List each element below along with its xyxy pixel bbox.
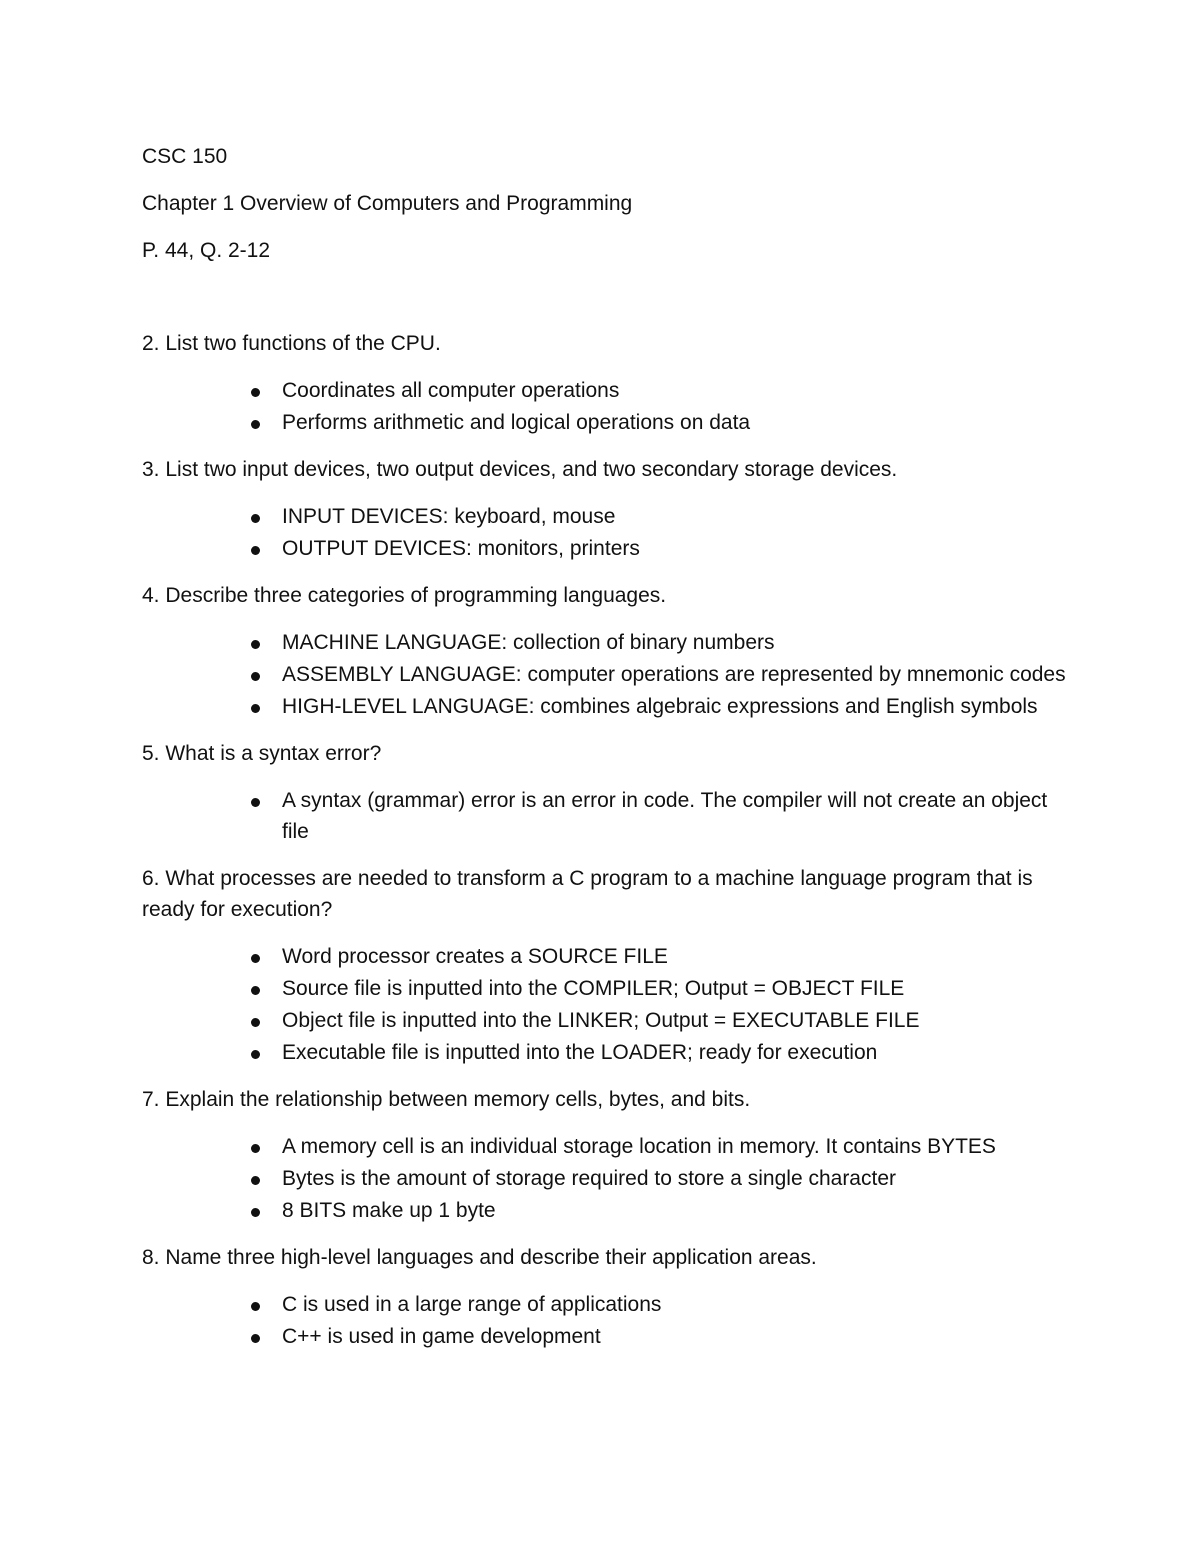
bullet-icon <box>251 546 260 555</box>
chapter-title: Chapter 1 Overview of Computers and Programming <box>142 192 633 215</box>
bullet-icon <box>251 1176 260 1185</box>
answer-text: OUTPUT DEVICES: monitors, printers <box>282 537 640 560</box>
answer-text: ASSEMBLY LANGUAGE: computer operations are represented by mnemonic codes <box>282 663 1066 686</box>
question-3: 3. List two input devices, two output devices, and two secondary storage devices. <box>142 458 898 481</box>
bullet-icon <box>251 388 260 397</box>
question-4: 4. Describe three categories of programming languages. <box>142 584 667 607</box>
answer-list-8 <box>142 1289 1072 1352</box>
answer-text: Object file is inputted into the LINKER; Output = EXECUTABLE FILE <box>282 1009 920 1032</box>
answer-text: Performs arithmetic and logical operations on data <box>282 411 751 434</box>
question-5: 5. What is a syntax error? <box>142 742 382 765</box>
list-item <box>142 1037 1072 1068</box>
question-2: 2. List two functions of the CPU. <box>142 332 441 355</box>
answer-text: MACHINE LANGUAGE: collection of binary numbers <box>282 631 775 654</box>
list-item <box>142 785 1072 847</box>
answer-text: C is used in a large range of applications <box>282 1293 662 1316</box>
bullet-icon <box>251 420 260 429</box>
answer-text: Executable file is inputted into the LOADER; ready for execution <box>282 1041 878 1064</box>
bullet-icon <box>251 986 260 995</box>
answer-list-2 <box>142 375 1072 438</box>
answer-text: Source file is inputted into the COMPILER; Output = OBJECT FILE <box>282 977 905 1000</box>
list-item <box>142 1289 1072 1320</box>
question-6: 6. What processes are needed to transform a C program to a machine language program that is ready for execution? <box>142 867 1033 921</box>
answer-text: Coordinates all computer operations <box>282 379 620 402</box>
bullet-icon <box>251 1208 260 1217</box>
bullet-icon <box>251 798 260 807</box>
answer-text: Word processor creates a SOURCE FILE <box>282 945 668 968</box>
list-item <box>142 973 1072 1004</box>
bullet-icon <box>251 640 260 649</box>
question-7: 7. Explain the relationship between memory cells, bytes, and bits. <box>142 1088 751 1111</box>
answer-text: INPUT DEVICES: keyboard, mouse <box>282 505 616 528</box>
list-item <box>142 1163 1072 1194</box>
answer-text: Bytes is the amount of storage required to store a single character <box>282 1167 896 1190</box>
list-item <box>142 375 1072 406</box>
list-item <box>142 627 1072 658</box>
list-item <box>142 941 1072 972</box>
bullet-icon <box>251 1018 260 1027</box>
list-item <box>142 533 1072 564</box>
list-item <box>142 1321 1072 1352</box>
answer-text: A memory cell is an individual storage location in memory. It contains BYTES <box>282 1135 996 1158</box>
answer-list-6 <box>142 941 1072 1068</box>
assignment-reference: P. 44, Q. 2-12 <box>142 239 271 262</box>
list-item <box>142 407 1072 438</box>
answer-list-5 <box>142 785 1072 847</box>
bullet-icon <box>251 1334 260 1343</box>
bullet-icon <box>251 1050 260 1059</box>
list-item <box>142 691 1072 722</box>
list-item <box>142 659 1072 690</box>
question-8: 8. Name three high-level languages and describe their application areas. <box>142 1246 817 1269</box>
list-item <box>142 1195 1072 1226</box>
document-page <box>142 141 1072 1368</box>
bullet-icon <box>251 954 260 963</box>
answer-text: C++ is used in game development <box>282 1325 601 1348</box>
answer-list-4 <box>142 627 1072 722</box>
list-item <box>142 1005 1072 1036</box>
answer-list-3 <box>142 501 1072 564</box>
answer-text: HIGH-LEVEL LANGUAGE: combines algebraic expressions and English symbols <box>282 695 1038 718</box>
bullet-icon <box>251 514 260 523</box>
bullet-icon <box>251 1144 260 1153</box>
bullet-icon <box>251 1302 260 1311</box>
list-item <box>142 1131 1072 1162</box>
answer-text: A syntax (grammar) error is an error in code. The compiler will not create an object file <box>282 789 1048 843</box>
course-title: CSC 150 <box>142 145 228 168</box>
list-item <box>142 501 1072 532</box>
answer-list-7 <box>142 1131 1072 1226</box>
bullet-icon <box>251 704 260 713</box>
answer-text: 8 BITS make up 1 byte <box>282 1199 496 1222</box>
bullet-icon <box>251 672 260 681</box>
